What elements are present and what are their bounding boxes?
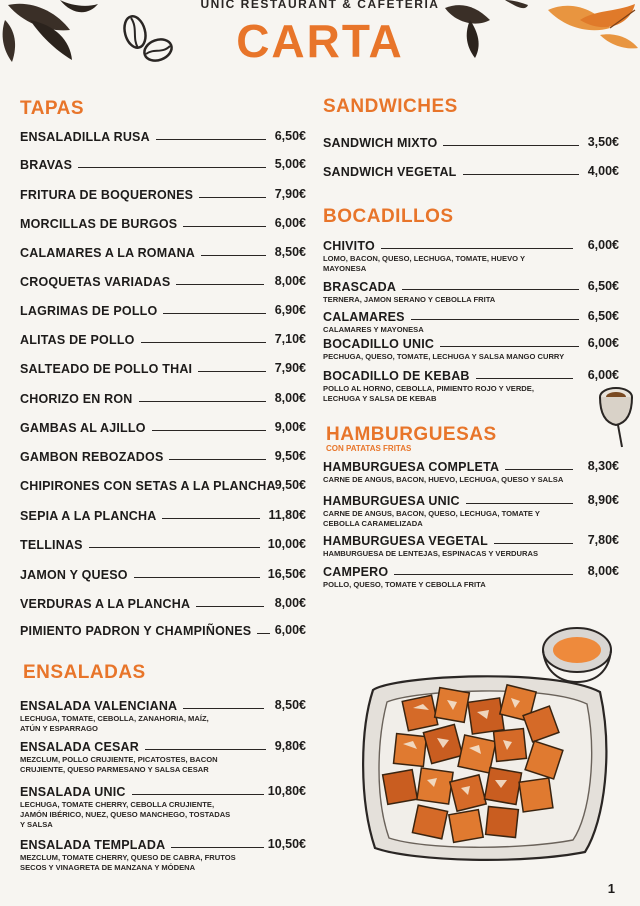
item-name: ENSALADILLA RUSA: [20, 130, 154, 144]
item-description: ATÚN Y ESPARRAGO: [20, 724, 98, 733]
item-name: ENSALADA VALENCIANA: [20, 699, 181, 713]
dotted-leader: [183, 226, 266, 227]
item-description: CRUJIENTE, QUESO PARMESANO Y SALSA CESAR: [20, 765, 209, 774]
dotted-leader: [394, 574, 573, 575]
item-description: LECHUGA, TOMATE CHERRY, CEBOLLA CRUJIENTE,: [20, 800, 215, 809]
item-description: CARNE DE ANGUS, BACON, QUESO, LECHUGA, TOMATE Y: [323, 509, 540, 518]
sandwiches-item: [323, 165, 619, 181]
item-name: GAMBAS AL AJILLO: [20, 421, 150, 435]
item-price: 10,80€: [267, 784, 306, 798]
item-name: CAMPERO: [323, 565, 392, 579]
restaurant-name: UNIC RESTAURANT & CAFETERIA: [200, 0, 440, 11]
ensaladas-item: [20, 838, 306, 854]
item-name: HAMBURGUESA UNIC: [323, 494, 464, 508]
item-description: LECHUGA, TOMATE, CEBOLLA, ZANAHORIA, MAÍZ,: [20, 714, 209, 723]
bocadillos-item: [323, 369, 619, 385]
item-price: 7,80€: [587, 533, 619, 547]
tapas-item: [20, 509, 306, 525]
bocadillos-item: [323, 239, 619, 255]
dotted-leader: [169, 459, 266, 460]
hamburguesas-item: [323, 494, 619, 510]
ensaladas-item: [20, 785, 306, 801]
item-name: MORCILLAS DE BURGOS: [20, 217, 181, 231]
dotted-leader: [198, 371, 266, 372]
item-price: 10,00€: [267, 537, 306, 551]
dotted-leader: [402, 289, 579, 290]
item-price: 6,00€: [587, 238, 619, 252]
dotted-leader: [381, 248, 573, 249]
item-price: 5,00€: [274, 157, 306, 171]
item-name: LAGRIMAS DE POLLO: [20, 304, 161, 318]
tapas-item: [20, 392, 306, 408]
item-description: POLLO AL HORNO, CEBOLLA, PIMIENTO ROJO Y VERDE,: [323, 384, 534, 393]
item-description: HAMBURGUESA DE LENTEJAS, ESPINACAS Y VERDURAS: [323, 549, 539, 558]
item-description: MEZCLUM, TOMATE CHERRY, QUESO DE CABRA, FRUTOS: [20, 853, 236, 862]
dotted-leader: [463, 174, 579, 175]
tapas-item: [20, 362, 306, 378]
item-description: CEBOLLA CARAMELIZADA: [323, 519, 423, 528]
item-price: 6,50€: [587, 279, 619, 293]
item-name: ENSALADA UNIC: [20, 785, 130, 799]
item-name: SANDWICH MIXTO: [323, 136, 441, 150]
item-name: BRASCADA: [323, 280, 400, 294]
item-description: PECHUGA, QUESO, TOMATE, LECHUGA Y SALSA MANGO CURRY: [323, 352, 565, 361]
item-name: BOCADILLO DE KEBAB: [323, 369, 474, 383]
bocadillos-item: [323, 337, 619, 353]
dotted-leader: [505, 469, 573, 470]
ensaladas-title: ENSALADAS: [23, 662, 146, 683]
item-price: 7,90€: [274, 187, 306, 201]
item-description: CARNE DE ANGUS, BACON, HUEVO, LECHUGA, QUESO Y SALSA: [323, 475, 564, 484]
dotted-leader: [494, 543, 573, 544]
item-price: 7,90€: [274, 361, 306, 375]
item-name: ALITAS DE POLLO: [20, 333, 139, 347]
tapas-item: [20, 538, 306, 554]
item-price: 8,90€: [587, 493, 619, 507]
sauce-cup-icon: [592, 385, 634, 453]
dotted-leader: [257, 633, 270, 634]
item-name: GAMBON REBOZADOS: [20, 450, 167, 464]
dotted-leader: [171, 847, 264, 848]
item-price: 6,50€: [274, 129, 306, 143]
item-name: HAMBURGUESA COMPLETA: [323, 460, 503, 474]
tapas-item: [20, 304, 306, 320]
sandwiches-item: [323, 136, 619, 152]
page-number: 1: [607, 881, 615, 896]
tapas-item: [20, 421, 306, 437]
bocadillos-item: [323, 310, 619, 326]
left-column: [20, 0, 306, 906]
tapas-item: [20, 130, 306, 146]
tapas-item: [20, 450, 306, 466]
item-price: 8,00€: [274, 391, 306, 405]
item-price: 11,80€: [268, 508, 306, 522]
item-price: 8,30€: [587, 459, 619, 473]
dotted-leader: [89, 547, 260, 548]
hamburguesas-title: HAMBURGUESAS: [326, 424, 497, 445]
item-price: 8,50€: [274, 245, 306, 259]
item-price: 6,00€: [274, 216, 306, 230]
item-price: 8,50€: [274, 698, 306, 712]
item-price: 9,00€: [274, 420, 306, 434]
tapas-item: [20, 624, 306, 640]
dotted-leader: [145, 749, 266, 750]
hamburguesas-item: [323, 534, 619, 550]
food-plate-illustration-icon: [355, 620, 620, 865]
item-name: ENSALADA TEMPLADA: [20, 838, 169, 852]
dotted-leader: [411, 319, 579, 320]
dotted-leader: [199, 197, 266, 198]
item-name: JAMON Y QUESO: [20, 568, 132, 582]
tapas-item: [20, 568, 306, 584]
item-name: CHIPIRONES CON SETAS A LA PLANCHA: [20, 479, 280, 493]
dotted-leader: [201, 255, 266, 256]
dotted-leader: [443, 145, 579, 146]
item-name: BRAVAS: [20, 158, 76, 172]
dotted-leader: [156, 139, 266, 140]
tapas-item: [20, 597, 306, 613]
item-name: CHIVITO: [323, 239, 379, 253]
item-name: VERDURAS A LA PLANCHA: [20, 597, 194, 611]
item-price: 8,00€: [274, 596, 306, 610]
item-price: 8,00€: [587, 564, 619, 578]
page-title: CARTA: [236, 15, 404, 67]
item-price: 6,00€: [587, 368, 619, 382]
dotted-leader: [78, 167, 266, 168]
item-description: MAYONESA: [323, 264, 367, 273]
hamburguesas-item: [323, 460, 619, 476]
tapas-item: [20, 158, 306, 174]
item-price: 6,00€: [587, 336, 619, 350]
item-name: PIMIENTO PADRON Y CHAMPIÑONES: [20, 624, 255, 638]
dotted-leader: [139, 401, 266, 402]
item-name: BOCADILLO UNIC: [323, 337, 438, 351]
tapas-item: [20, 333, 306, 349]
tapas-item: [20, 275, 306, 291]
item-price: 3,50€: [587, 135, 619, 149]
dotted-leader: [162, 518, 260, 519]
item-price: 8,00€: [274, 274, 306, 288]
item-price: 6,50€: [587, 309, 619, 323]
item-name: SALTEADO DE POLLO THAI: [20, 362, 196, 376]
item-name: CALAMARES A LA ROMANA: [20, 246, 199, 260]
item-price: 4,00€: [587, 164, 619, 178]
dotted-leader: [440, 346, 579, 347]
item-description: Y SALSA: [20, 820, 53, 829]
item-price: 9,80€: [274, 739, 306, 753]
tapas-item: [20, 188, 306, 204]
dotted-leader: [466, 503, 573, 504]
tapas-item: [20, 479, 306, 495]
ensaladas-item: [20, 740, 306, 756]
item-name: HAMBURGUESA VEGETAL: [323, 534, 492, 548]
item-price: 10,50€: [267, 837, 306, 851]
item-description: LOMO, BACON, QUESO, LECHUGA, TOMATE, HUEVO Y: [323, 254, 526, 263]
item-name: ENSALADA CESAR: [20, 740, 143, 754]
dotted-leader: [476, 378, 573, 379]
dotted-leader: [183, 708, 264, 709]
item-price: 7,10€: [274, 332, 306, 346]
item-name: SANDWICH VEGETAL: [323, 165, 461, 179]
item-price: 6,00€: [274, 623, 306, 637]
dotted-leader: [134, 577, 260, 578]
item-name: CHORIZO EN RON: [20, 392, 137, 406]
item-description: MEZCLUM, POLLO CRUJIENTE, PICATOSTES, BACON: [20, 755, 218, 764]
tapas-item: [20, 246, 306, 262]
dotted-leader: [141, 342, 266, 343]
dotted-leader: [196, 606, 264, 607]
bocadillos-title: BOCADILLOS: [323, 206, 454, 227]
item-description: SECOS Y VINAGRETA DE MANZANA Y MÓDENA: [20, 863, 196, 872]
dotted-leader: [176, 284, 264, 285]
item-name: SEPIA A LA PLANCHA: [20, 509, 160, 523]
dotted-leader: [163, 313, 266, 314]
dotted-leader: [152, 430, 266, 431]
tapas-item: [20, 217, 306, 233]
ensaladas-item: [20, 699, 306, 715]
item-description: POLLO, QUESO, TOMATE Y CEBOLLA FRITA: [323, 580, 486, 589]
item-name: FRITURA DE BOQUERONES: [20, 188, 197, 202]
item-price: 9,50€: [274, 449, 306, 463]
dotted-leader: [132, 794, 264, 795]
item-name: CALAMARES: [323, 310, 409, 324]
item-description: CALAMARES Y MAYONESA: [323, 325, 424, 334]
item-name: TELLINAS: [20, 538, 87, 552]
item-price: 16,50€: [267, 567, 306, 581]
hamburguesas-item: [323, 565, 619, 581]
item-price: 6,90€: [274, 303, 306, 317]
bocadillos-item: [323, 280, 619, 296]
sandwiches-title: SANDWICHES: [323, 96, 458, 117]
item-price: 9,50€: [274, 478, 306, 492]
item-description: LECHUGA Y SALSA DE KEBAB: [323, 394, 437, 403]
item-name: CROQUETAS VARIADAS: [20, 275, 174, 289]
item-description: TERNERA, JAMON SERANO Y CEBOLLA FRITA: [323, 295, 496, 304]
item-description: JAMÓN IBÉRICO, NUEZ, QUESO MANCHEGO, TOSTADAS: [20, 810, 231, 819]
hamburguesas-subtitle: CON PATATAS FRITAS: [326, 444, 412, 453]
tapas-title: TAPAS: [20, 98, 85, 119]
